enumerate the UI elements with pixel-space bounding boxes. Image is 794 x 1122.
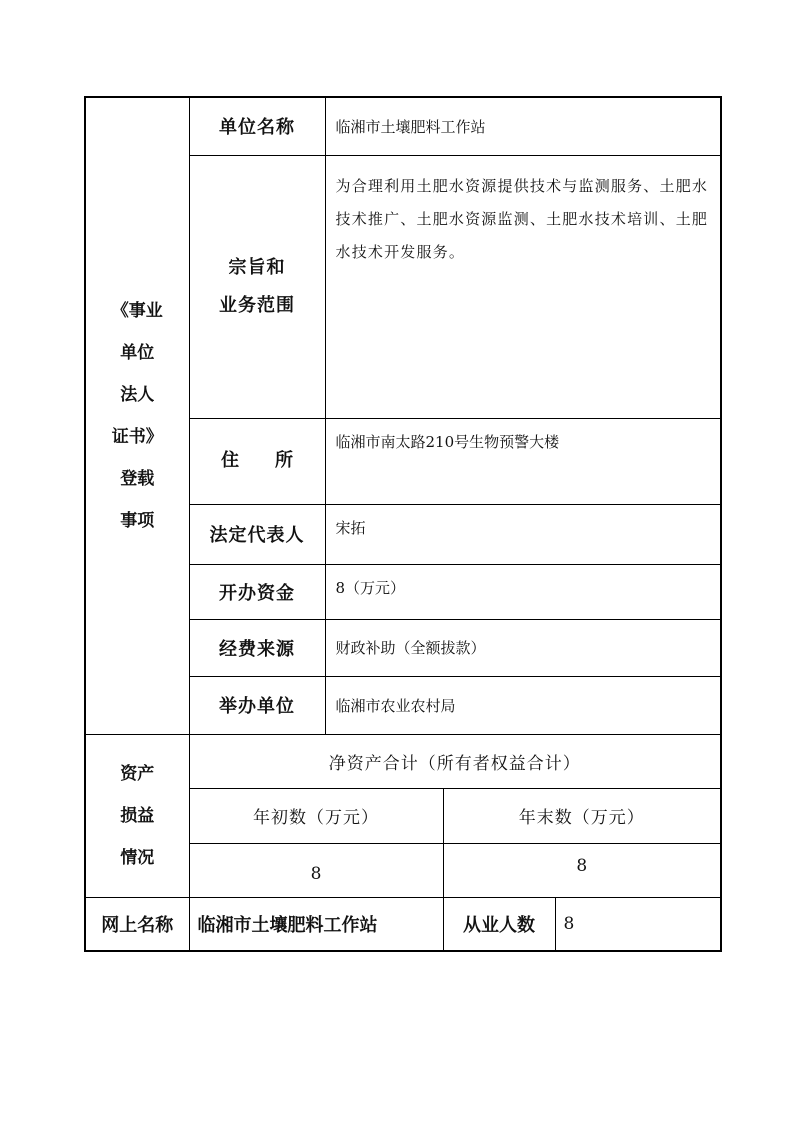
unit-name-label: 单位名称	[189, 97, 325, 155]
staff-count-label: 从业人数	[443, 897, 555, 951]
certificate-section-line: 证书》	[111, 426, 163, 447]
purpose-label	[189, 155, 325, 418]
sponsor-value: 临湘市农业农村局	[325, 676, 721, 734]
row-unit-name	[85, 97, 721, 155]
row-online-name	[85, 897, 721, 951]
begin-of-year-label: 年初数（万元）	[189, 788, 443, 843]
assets-section-line: 情况	[120, 847, 155, 868]
assets-section-line: 资产	[120, 763, 155, 784]
residence-label-char: 所	[275, 450, 293, 471]
residence-value: 临湘市南太路210号生物预警大楼	[325, 418, 721, 504]
assets-section-header	[85, 734, 189, 897]
funding-label: 经费来源	[189, 619, 325, 676]
certificate-section-line: 单位	[120, 342, 155, 363]
certificate-section-line: 事项	[120, 510, 155, 531]
online-name-label: 网上名称	[85, 897, 189, 951]
begin-of-year-value: 8	[189, 843, 443, 897]
end-of-year-label: 年末数（万元）	[443, 788, 721, 843]
assets-section-line: 损益	[120, 805, 155, 826]
sponsor-label: 举办单位	[189, 676, 325, 734]
funding-value: 财政补助（全额拔款）	[325, 619, 721, 676]
unit-name-value: 临湘市土壤肥料工作站	[325, 97, 721, 155]
staff-count-value: 8	[555, 897, 721, 951]
purpose-label-line: 业务范围	[219, 294, 295, 316]
certificate-section-line: 法人	[120, 384, 155, 405]
online-name-value: 临湘市土壤肥料工作站	[189, 897, 443, 951]
purpose-label-line: 宗旨和	[228, 256, 286, 278]
certificate-section-line: 登载	[120, 468, 155, 489]
residence-label	[189, 418, 325, 504]
row-net-assets-header	[85, 734, 721, 788]
registration-form-table	[84, 96, 722, 952]
purpose-value: 为合理利用土肥水资源提供技术与监测服务、土肥水技术推广、土肥水资源监测、土肥水技术培训、土肥水技术开发服务。	[325, 155, 721, 418]
net-assets-header: 净资产合计（所有者权益合计）	[189, 734, 721, 788]
capital-label: 开办资金	[189, 564, 325, 619]
residence-label-char: 住	[221, 450, 239, 471]
certificate-section-line: 《事业	[111, 300, 163, 321]
capital-value: 8（万元）	[325, 564, 721, 619]
legal-rep-value: 宋拓	[325, 504, 721, 564]
certificate-section-header	[85, 97, 189, 734]
end-of-year-value: 8	[443, 843, 721, 897]
legal-rep-label: 法定代表人	[189, 504, 325, 564]
